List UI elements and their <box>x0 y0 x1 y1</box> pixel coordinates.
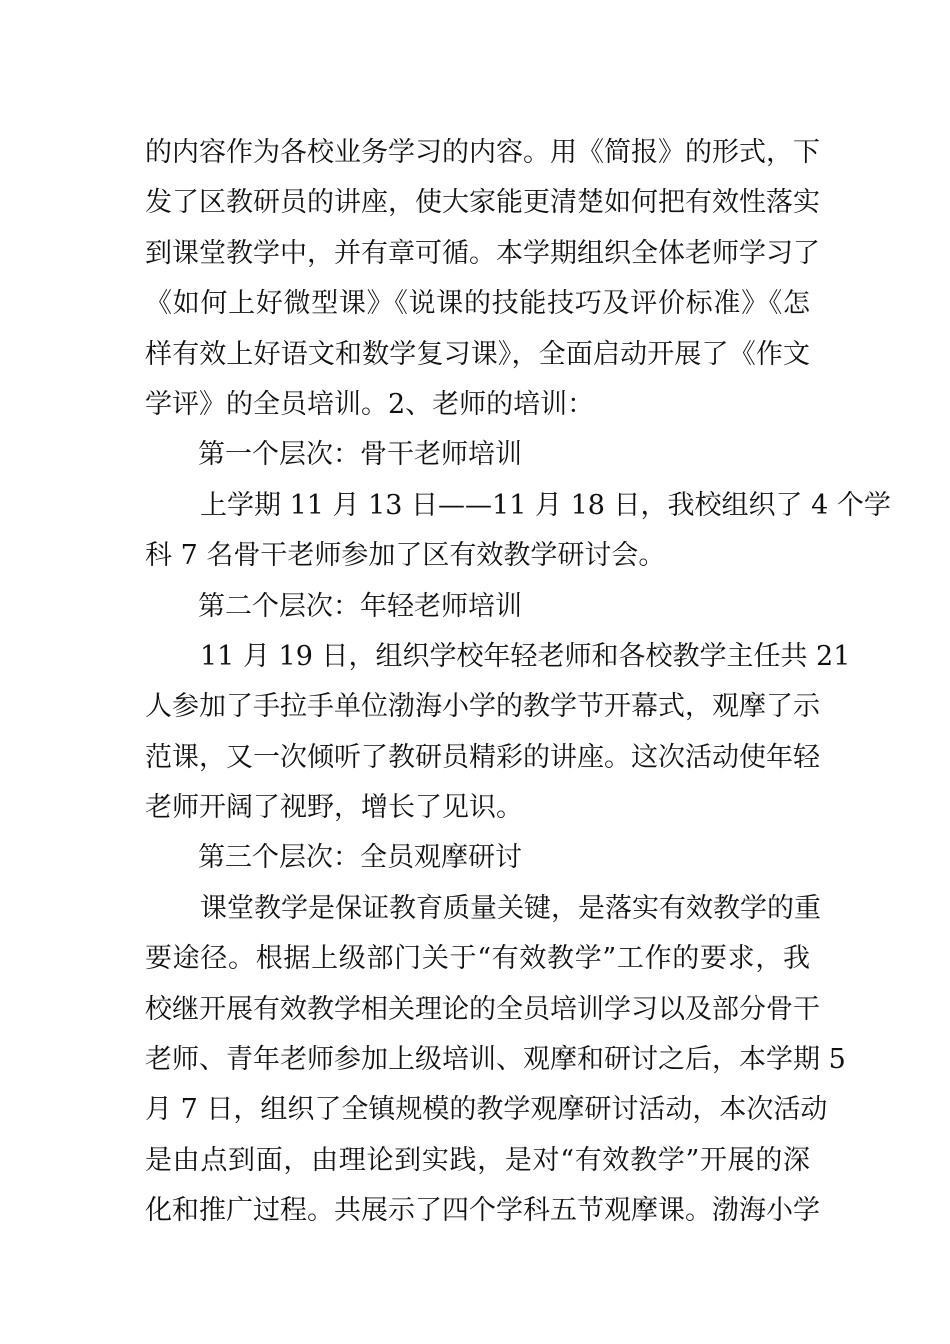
text-line: 科 7 名骨干老师参加了区有效教学研讨会。 <box>145 540 666 572</box>
text-line: 上学期 11 月 13 日——11 月 18 日，我校组织了 4 个学 <box>200 489 891 521</box>
section-heading: 第二个层次：年轻老师培训 <box>198 590 522 622</box>
section-heading: 第三个层次：全员观摩研讨 <box>198 842 522 874</box>
text-line: 校继开展有效教学相关理论的全员培训学习以及部分骨干 <box>145 993 820 1025</box>
section-heading: 第一个层次：骨干老师培训 <box>198 439 522 471</box>
text-line: 化和推广过程。共展示了四个学科五节观摩课。渤海小学 <box>145 1195 820 1227</box>
text-line: 到课堂教学中，并有章可循。本学期组织全体老师学习了 <box>145 237 820 269</box>
text-line: 11 月 19 日，组织学校年轻老师和各校教学主任共 21 <box>200 640 851 672</box>
text-line: 要途径。根据上级部门关于“有效教学”工作的要求，我 <box>145 943 810 975</box>
text-line: 范课，又一次倾听了教研员精彩的讲座。这次活动使年轻 <box>145 741 820 773</box>
text-line: 人参加了手拉手单位渤海小学的教学节开幕式，观摩了示 <box>145 691 820 723</box>
text-line: 月 7 日，组织了全镇规模的教学观摩研讨活动，本次活动 <box>145 1094 828 1126</box>
text-line: 课堂教学是保证教育质量关键，是落实有效教学的重 <box>200 892 821 924</box>
document-page <box>145 128 891 1237</box>
text-line: 发了区教研员的讲座，使大家能更清楚如何把有效性落实 <box>145 187 820 219</box>
text-line: 《如何上好微型课》《说课的技能技巧及评价标准》《怎 <box>145 288 810 320</box>
text-line: 学评》的全员培训。2、老师的培训： <box>145 388 595 420</box>
text-line: 老师、青年老师参加上级培训、观摩和研讨之后，本学期 5 <box>145 1044 846 1076</box>
text-line: 的内容作为各校业务学习的内容。用《简报》的形式，下 <box>145 137 820 168</box>
text-line: 样有效上好语文和数学复习课》，全面启动开展了《作文 <box>145 338 810 370</box>
text-line: 老师开阔了视野，增长了见识。 <box>145 792 523 824</box>
text-line: 是由点到面，由理论到实践，是对“有效教学”开展的深 <box>145 1144 810 1176</box>
